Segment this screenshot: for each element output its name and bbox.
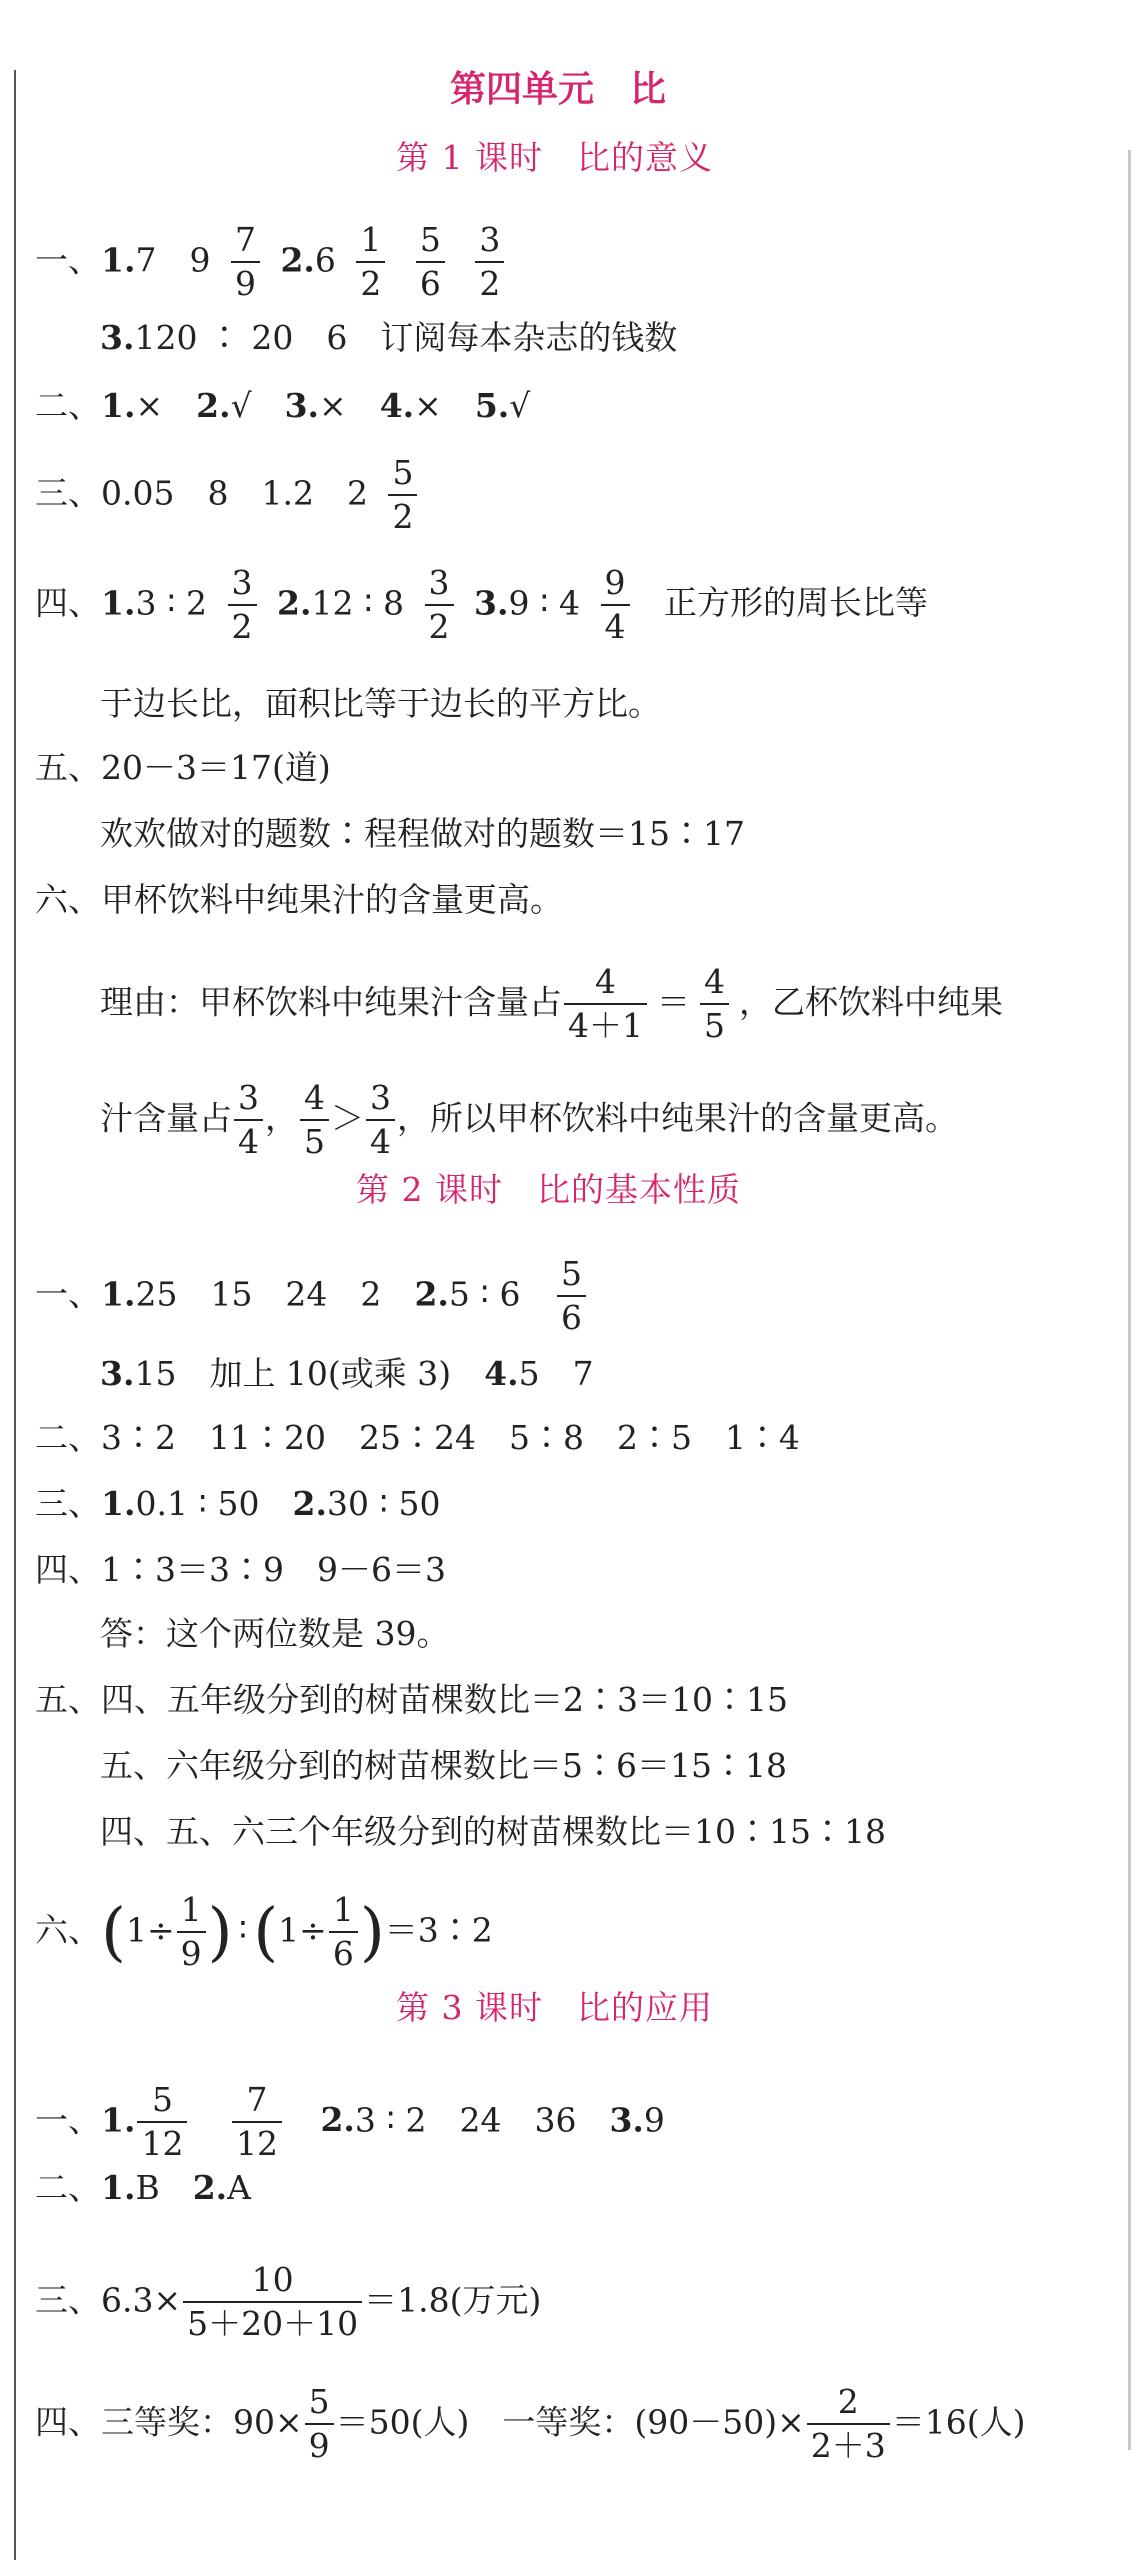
l1-section-1-item-3: 3.120 ∶ 20 6 订阅每本杂志的钱数	[100, 318, 678, 357]
fraction: $\frac{7}{9}$	[231, 222, 260, 303]
fraction: $\frac{5}{12}$	[137, 2082, 187, 2163]
l2-section-6: 六、(1÷ $\frac{1}{9}$ ) ∶(1÷ $\frac{1}{6}$ )＝3∶2	[35, 1890, 493, 1974]
fraction: $\frac{7}{12}$	[232, 2082, 282, 2163]
l1-section-6-reason-continued: 汁含量占 $\frac{3}{4}$ ， $\frac{4}{5}$ ＞ $\frac{3}{4}$ ，所以甲杯饮料中纯果汁的含量更高。	[100, 1078, 958, 1162]
fraction: $\frac{1}{2}$	[356, 222, 385, 303]
fraction: $\frac{9}{4}$	[601, 565, 630, 646]
l1-section-4: 四、1.3 ∶ 2 $\frac{3}{2}$ 2.12 ∶ 8 $\frac{3}{2}$ 3.9 ∶ 4 $\frac{9}{4}$ 正方形的周长比等	[35, 563, 929, 647]
l2-section-5: 五、四、五年级分到的树苗棵数比＝2∶3＝10∶15	[35, 1680, 788, 1719]
fraction: $\frac{3}{2}$	[475, 222, 504, 303]
fraction: $\frac{3}{4}$	[366, 1080, 395, 1161]
fraction: $\frac{3}{2}$	[425, 565, 454, 646]
fraction: $\frac{4}{4+1}$	[564, 964, 647, 1045]
fraction: $\frac{5}{2}$	[388, 455, 417, 536]
fraction: $\frac{3}{4}$	[234, 1080, 263, 1161]
l2-section-5-line-2: 五、六年级分到的树苗棵数比＝5∶6＝15∶18	[100, 1746, 787, 1785]
l1-section-4-continued: 于边长比，面积比等于边长的平方比。	[100, 684, 661, 723]
l1-section-2: 二、1.× 2.√ 3.× 4.× 5.√	[35, 386, 531, 425]
lesson-1-title: 第 1 课时 比的意义	[396, 138, 713, 177]
fraction: $\frac{2}{2+3}$	[807, 2384, 890, 2465]
l3-section-1: 一、1. $\frac{5}{12}$ $\frac{7}{12}$ 2.3 ∶ 2 24 36 3.9	[35, 2080, 665, 2164]
lesson-2-title: 第 2 课时 比的基本性质	[356, 1170, 741, 1209]
l2-section-4: 四、1∶3＝3∶9 9－6＝3	[35, 1550, 446, 1589]
unit-title: 第四单元 比	[450, 69, 667, 110]
fraction: $\frac{5}{9}$	[305, 2384, 334, 2465]
l1-section-6-reason: 理由：甲杯饮料中纯果汁含量占 $\frac{4}{4+1}$ ＝ $\frac{4}{5}$ ，乙杯饮料中纯果	[100, 962, 1003, 1046]
left-margin-rule	[14, 70, 16, 2560]
fraction: $\frac{5}{6}$	[557, 1256, 586, 1337]
fraction: $\frac{4}{5}$	[700, 964, 729, 1045]
right-edge-shadow	[1128, 150, 1131, 2450]
fraction: $\frac{10}{5+20+10}$	[183, 2262, 362, 2343]
l2-section-4-answer: 答：这个两位数是 39。	[100, 1614, 450, 1653]
l2-section-2: 二、3∶2 11∶20 25∶24 5∶8 2∶5 1∶4	[35, 1418, 800, 1457]
l1-section-5-answer: 欢欢做对的题数∶程程做对的题数＝15∶17	[100, 814, 745, 853]
lesson-3-title: 第 3 课时 比的应用	[396, 1988, 713, 2027]
l2-section-3: 三、1.0.1 ∶ 50 2.30 ∶ 50	[35, 1484, 441, 1523]
fraction: $\frac{3}{2}$	[228, 565, 257, 646]
fraction: $\frac{5}{6}$	[416, 222, 445, 303]
l2-section-1-items-3-4: 3.15 加上 10(或乘 3) 4.5 7	[100, 1354, 594, 1393]
l1-section-3: 三、0.05 8 1.2 2 $\frac{5}{2}$	[35, 455, 427, 536]
l2-section-5-line-3: 四、五、六三个年级分到的树苗棵数比＝10∶15∶18	[100, 1812, 886, 1851]
l1-section-1: 一、1.7 9 $\frac{7}{9}$ 2.6 $\frac{1}{2}$ $\frac{5}{6}$ $\frac{3}{2}$	[35, 222, 514, 303]
l3-section-3: 三、6.3× $\frac{10}{5+20+10}$ ＝1.8(万元)	[35, 2260, 542, 2344]
fraction: $\frac{1}{9}$	[177, 1892, 206, 1973]
fraction: $\frac{1}{6}$	[329, 1892, 358, 1973]
l3-section-2: 二、1.B 2.A	[35, 2168, 252, 2207]
l2-section-1: 一、1.25 15 24 2 2.5 ∶ 6 $\frac{5}{6}$	[35, 1256, 596, 1337]
l3-section-4: 四、三等奖：90× $\frac{5}{9}$ ＝50(人) 一等奖：(90－50)× $\frac{2}{2+3}$ ＝16(人)	[35, 2382, 1026, 2466]
l1-section-5: 五、20－3＝17(道)	[35, 748, 331, 787]
l1-section-6: 六、甲杯饮料中纯果汁的含量更高。	[35, 880, 563, 919]
fraction: $\frac{4}{5}$	[300, 1080, 329, 1161]
